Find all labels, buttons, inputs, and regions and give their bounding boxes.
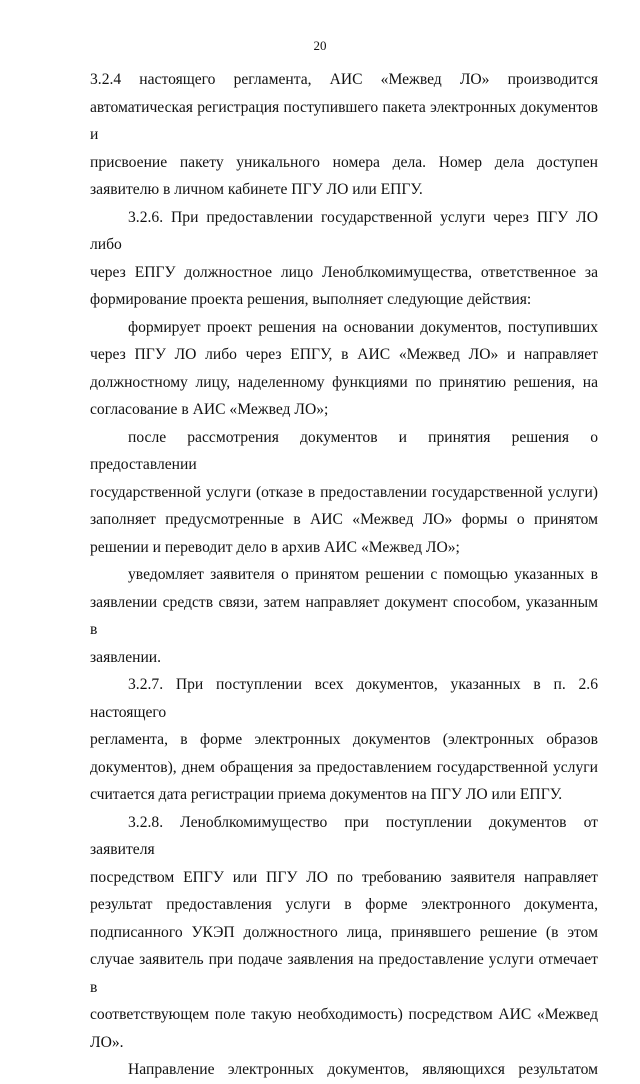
text-line: должностному лицу, наделенному функциями по принятию решения, на (90, 373, 598, 391)
text-line: заявлении средств связи, затем направляет документ способом, указанным в (90, 593, 598, 638)
text-line: заявителю в личном кабинете ПГУ ЛО или ЕПГУ. (90, 181, 423, 198)
text-line: заполняет предусмотренные в АИС «Межвед ЛО» формы о принятом (90, 511, 598, 528)
text-line: соответствующем поле такую необходимость) посредством АИС «Межвед (90, 1006, 598, 1023)
text-line: документов), днем обращения за предоставлением государственной услуги (90, 758, 598, 776)
text-line: посредством ЕПГУ или ПГУ ЛО по требованию заявителя направляет (90, 868, 598, 886)
text-line: 3.2.4 настоящего регламента, АИС «Межвед ЛО» производится (90, 71, 598, 88)
text-line: считается дата регистрации приема документов на ПГУ ЛО или ЕПГУ. (90, 786, 563, 803)
document-body (90, 66, 598, 1084)
text-line: Направление электронных документов, являющихся результатом (128, 1061, 598, 1078)
text-line: формирование проекта решения, выполняет следующие действия: (90, 291, 532, 308)
text-line: уведомляет заявителя о принятом решении с помощью указанных в (128, 566, 598, 583)
text-line: автоматическая регистрация поступившего пакета электронных документов и (90, 98, 598, 143)
text-line: 3.2.7. При поступлении всех документов, указанных в п. 2.6 настоящего (90, 676, 598, 721)
text-line: присвоение пакету уникального номера дела. Номер дела доступен (90, 153, 598, 171)
text-line: заявлении. (90, 648, 162, 666)
text-line: согласование в АИС «Межвед ЛО»; (90, 401, 329, 418)
page-number: 20 (313, 38, 327, 53)
text-line: решении и переводит дело в архив АИС «Межвед ЛО»; (90, 538, 460, 556)
text-line: государственной услуги (отказе в предоставлении государственной услуги) (90, 483, 598, 501)
text-line: после рассмотрения документов и принятия решения о предоставлении (90, 428, 598, 473)
text-line: 3.2.8. Леноблкомимущество при поступлении документов от заявителя (90, 813, 598, 858)
text-line: регламента, в форме электронных документов (электронных образов (90, 731, 598, 748)
text-line: через ПГУ ЛО либо через ЕПГУ, в АИС «Межвед ЛО» и направляет (90, 346, 598, 363)
text-line: подписанного УКЭП должностного лица, принявшего решение (в этом (90, 923, 598, 941)
text-line: 3.2.6. При предоставлении государственной услуги через ПГУ ЛО либо (90, 208, 598, 253)
text-line: ЛО». (90, 1033, 124, 1051)
text-line: случае заявитель при подаче заявления на предоставление услуги отмечает в (90, 951, 598, 996)
text-line: результат предоставления услуги в форме электронного документа, (90, 896, 598, 913)
text-line: формирует проект решения на основании документов, поступивших (128, 318, 598, 336)
text-line: через ЕПГУ должностное лицо Леноблкомимущества, ответственное за (90, 263, 598, 281)
